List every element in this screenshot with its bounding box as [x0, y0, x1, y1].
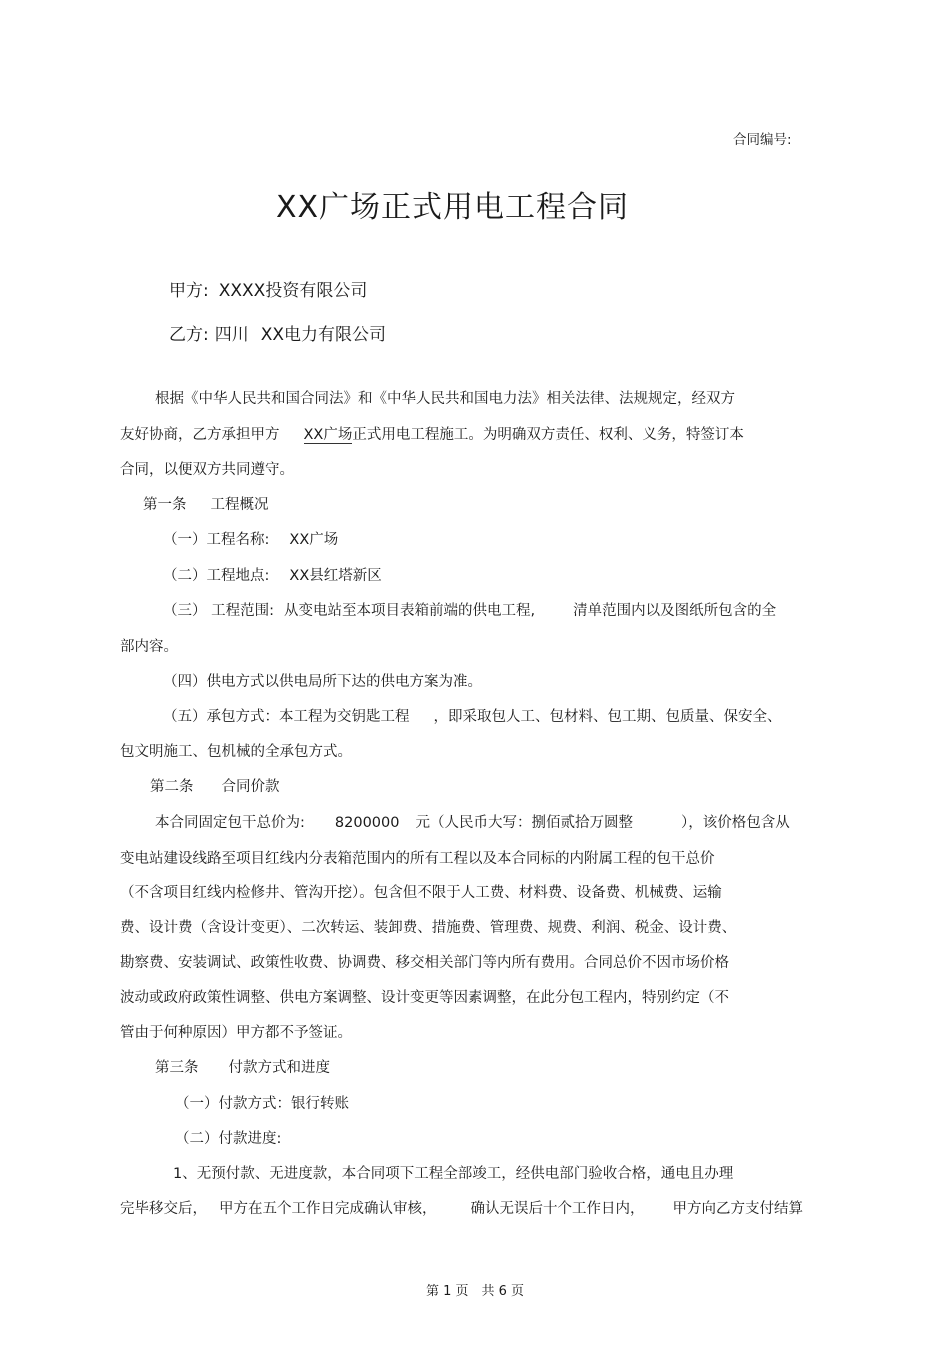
article-2-line-1	[155, 813, 790, 833]
article-2-line-6: 波动或政府政策性调整、供电方案调整、设计变更等因素调整，在此分包工程内，特别约定（不	[120, 990, 729, 1006]
article-1-item-1	[163, 530, 338, 550]
party-b-province: 四川	[214, 325, 249, 345]
price-amount: 8200000	[334, 815, 400, 831]
party-a-name: XXXX投资有限公司	[218, 281, 368, 301]
document-title: XX广场正式用电工程合同	[275, 190, 630, 225]
page-footer: 第 1 页 共 6 页	[425, 1284, 525, 1299]
article-3-para-1-line-1: 1、无预付款、无进度款，本合同项下工程全部竣工，经供电部门验收合格，通电且办理	[173, 1166, 734, 1182]
para-text: 甲方在五个工作日完成确认审核，	[219, 1201, 437, 1217]
contract-number-label: 合同编号:	[733, 132, 792, 148]
party-b-name: XX电力有限公司	[260, 325, 387, 345]
party-a-label: 甲方:	[169, 281, 209, 301]
article-2-line-4: 费、设计费（含设计变更）、二次转运、装卸费、措施费、管理费、规费、利润、税金、设计费、	[120, 920, 737, 936]
article-1-number: 第一条	[143, 497, 187, 513]
article-1-title: 工程概况	[210, 497, 269, 513]
intro-line-2	[120, 425, 744, 445]
article-3-number: 第三条	[155, 1060, 199, 1076]
intro-project-name: XX广场	[303, 427, 353, 443]
article-2-line-3: （不含项目红线内检修井、管沟开挖）。包含但不限于人工费、材料费、设备费、机械费、运输	[120, 885, 722, 901]
price-tail: ），该价格包含从	[680, 815, 790, 831]
article-2-number: 第二条	[150, 779, 194, 795]
party-b-label: 乙方:	[169, 325, 209, 345]
item-label: （二）工程地点:	[163, 568, 270, 584]
item-text: （五）承包方式：本工程为交钥匙工程	[163, 709, 410, 725]
article-2-line-7: 管由于何种原因）甲方都不予签证。	[120, 1025, 352, 1041]
article-3-para-1-line-2	[120, 1199, 803, 1219]
article-1-item-3-cont: 部内容。	[120, 639, 178, 655]
article-2-line-5: 勘察费、安装调试、政策性收费、协调费、移交相关部门等内所有费用。合同总价不因市场价格	[120, 955, 729, 971]
article-3-item-1: （一）付款方式：银行转账	[175, 1096, 349, 1112]
article-1-item-5	[163, 707, 782, 727]
intro-line-3: 合同，以便双方共同遵守。	[120, 462, 294, 478]
para-text: 甲方向乙方支付结算	[672, 1201, 803, 1217]
article-3-title: 付款方式和进度	[228, 1060, 330, 1076]
party-b	[169, 323, 386, 347]
item-text: 从变电站至本项目表箱前端的供电工程,	[284, 603, 536, 619]
price-label: 本合同固定包干总价为:	[155, 815, 305, 831]
para-text: 确认无误后十个工作日内，	[470, 1201, 645, 1217]
article-3-heading	[155, 1058, 330, 1078]
article-3-item-2: （二）付款进度:	[175, 1131, 282, 1147]
article-2-heading	[150, 777, 280, 797]
intro-line-1: 根据《中华人民共和国合同法》和《中华人民共和国电力法》相关法律、法规规定，经双方	[155, 391, 735, 407]
article-1-item-2	[163, 566, 382, 586]
article-1-item-4: （四）供电方式以供电局所下达的供电方案为准。	[163, 674, 482, 690]
intro-line-2-end: 正式用电工程施工。为明确双方责任、权利、义务，特签订本	[352, 427, 744, 443]
article-1-item-3	[163, 601, 776, 621]
article-1-heading	[143, 495, 269, 515]
article-1-item-5-cont: 包文明施工、包机械的全承包方式。	[120, 744, 352, 760]
article-2-title: 合同价款	[221, 779, 280, 795]
party-a	[169, 279, 367, 303]
item-label: （一）工程名称:	[163, 532, 270, 548]
item-label: （三） 工程范围:	[163, 603, 274, 619]
price-words: 元（人民币大写：捌佰贰拾万圆整	[415, 815, 633, 831]
item-text: 清单范围内以及图纸所包含的全	[573, 603, 777, 619]
item-value: XX县红塔新区	[289, 568, 382, 584]
article-2-line-2: 变电站建设线路至项目红线内分表箱范围内的所有工程以及本合同标的内附属工程的包干总价	[120, 851, 715, 867]
item-text: ，即采取包人工、包材料、包工期、包质量、保安全、	[433, 709, 782, 725]
item-value: XX广场	[289, 532, 339, 548]
intro-line-2-start: 友好协商，乙方承担甲方	[120, 427, 280, 443]
para-text: 完毕移交后，	[120, 1201, 207, 1217]
